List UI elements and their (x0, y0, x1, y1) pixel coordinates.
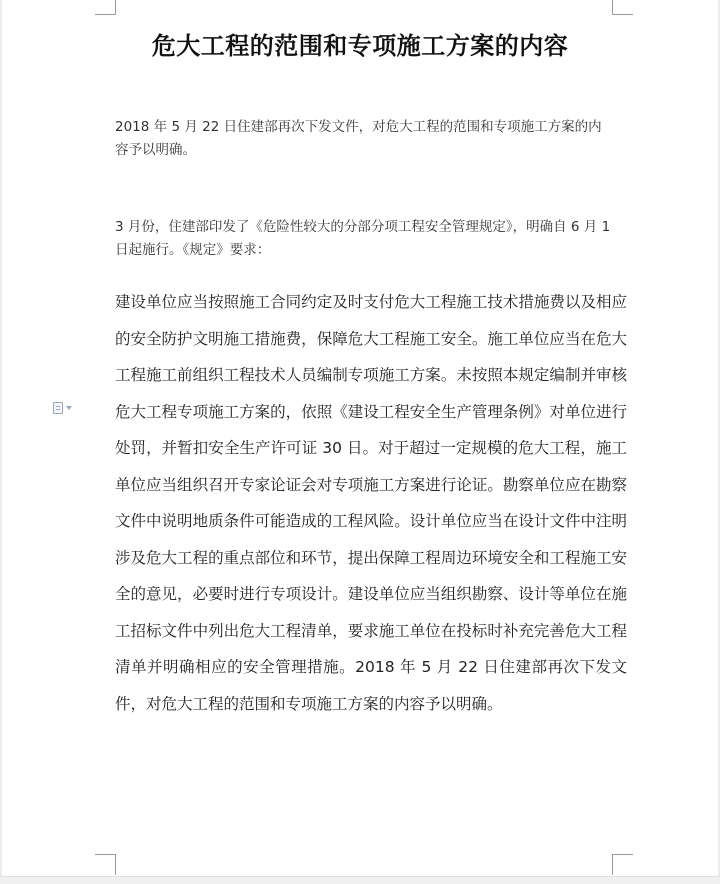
notice-paragraph: 3 月份，住建部印发了《危险性较大的分部分项工程安全管理规定》，明确自 6 月 1 日起施行。《规定》要求： (115, 219, 611, 258)
crop-mark-bottom-left (95, 854, 116, 875)
crop-mark-bottom-right (612, 854, 633, 875)
crop-mark-top-right (612, 0, 633, 15)
page-edge-left (0, 0, 2, 876)
document-icon (53, 402, 63, 414)
body-paragraph: 建设单位应当按照施工合同约定及时支付危大工程施工技术措施费以及相应的安全防护文明施工措施费，保障危大工程施工安全。施工单位应当在危大工程施工前组织工程技术人员编制专项施工方案。未按照本规定编制并审核危大工程专项施工方案的，依照《建设工程安全生产管理条例》对单位进行处罚，并暂扣安全生产许可证 30 日。对于超过一定规模的危大工程，施工单位应当组织召开专家论证会对专项施工方案进行论证。勘察单位应在勘察文件中说明地质条件可能造成的工程风险。设计单位应当在设计文件中注明涉及危大工程的重点部位和环节，提出保障工程周边环境安全和工程施工安全的意见，必要时进行专项设计。建设单位应当组织勘察、设计等单位在施工招标文件中列出危大工程清单，要求施工单位在投标时补充完善危大工程清单并明确相应的安全管理措施。2018 年 5 月 22 日住建部再次下发文件，对危大工程的范围和专项施工方案的内容予以明确。 (115, 293, 627, 713)
dropdown-caret-icon (66, 406, 72, 410)
document-title: 危大工程的范围和专项施工方案的内容 (151, 32, 569, 60)
intro-paragraph: 2018 年 5 月 22 日住建部再次下发文件，对危大工程的范围和专项施工方案的内容予以明确。 (115, 119, 602, 158)
crop-mark-top-left (95, 0, 116, 15)
page-gutter (0, 876, 720, 884)
paragraph-menu-button[interactable] (53, 401, 79, 415)
